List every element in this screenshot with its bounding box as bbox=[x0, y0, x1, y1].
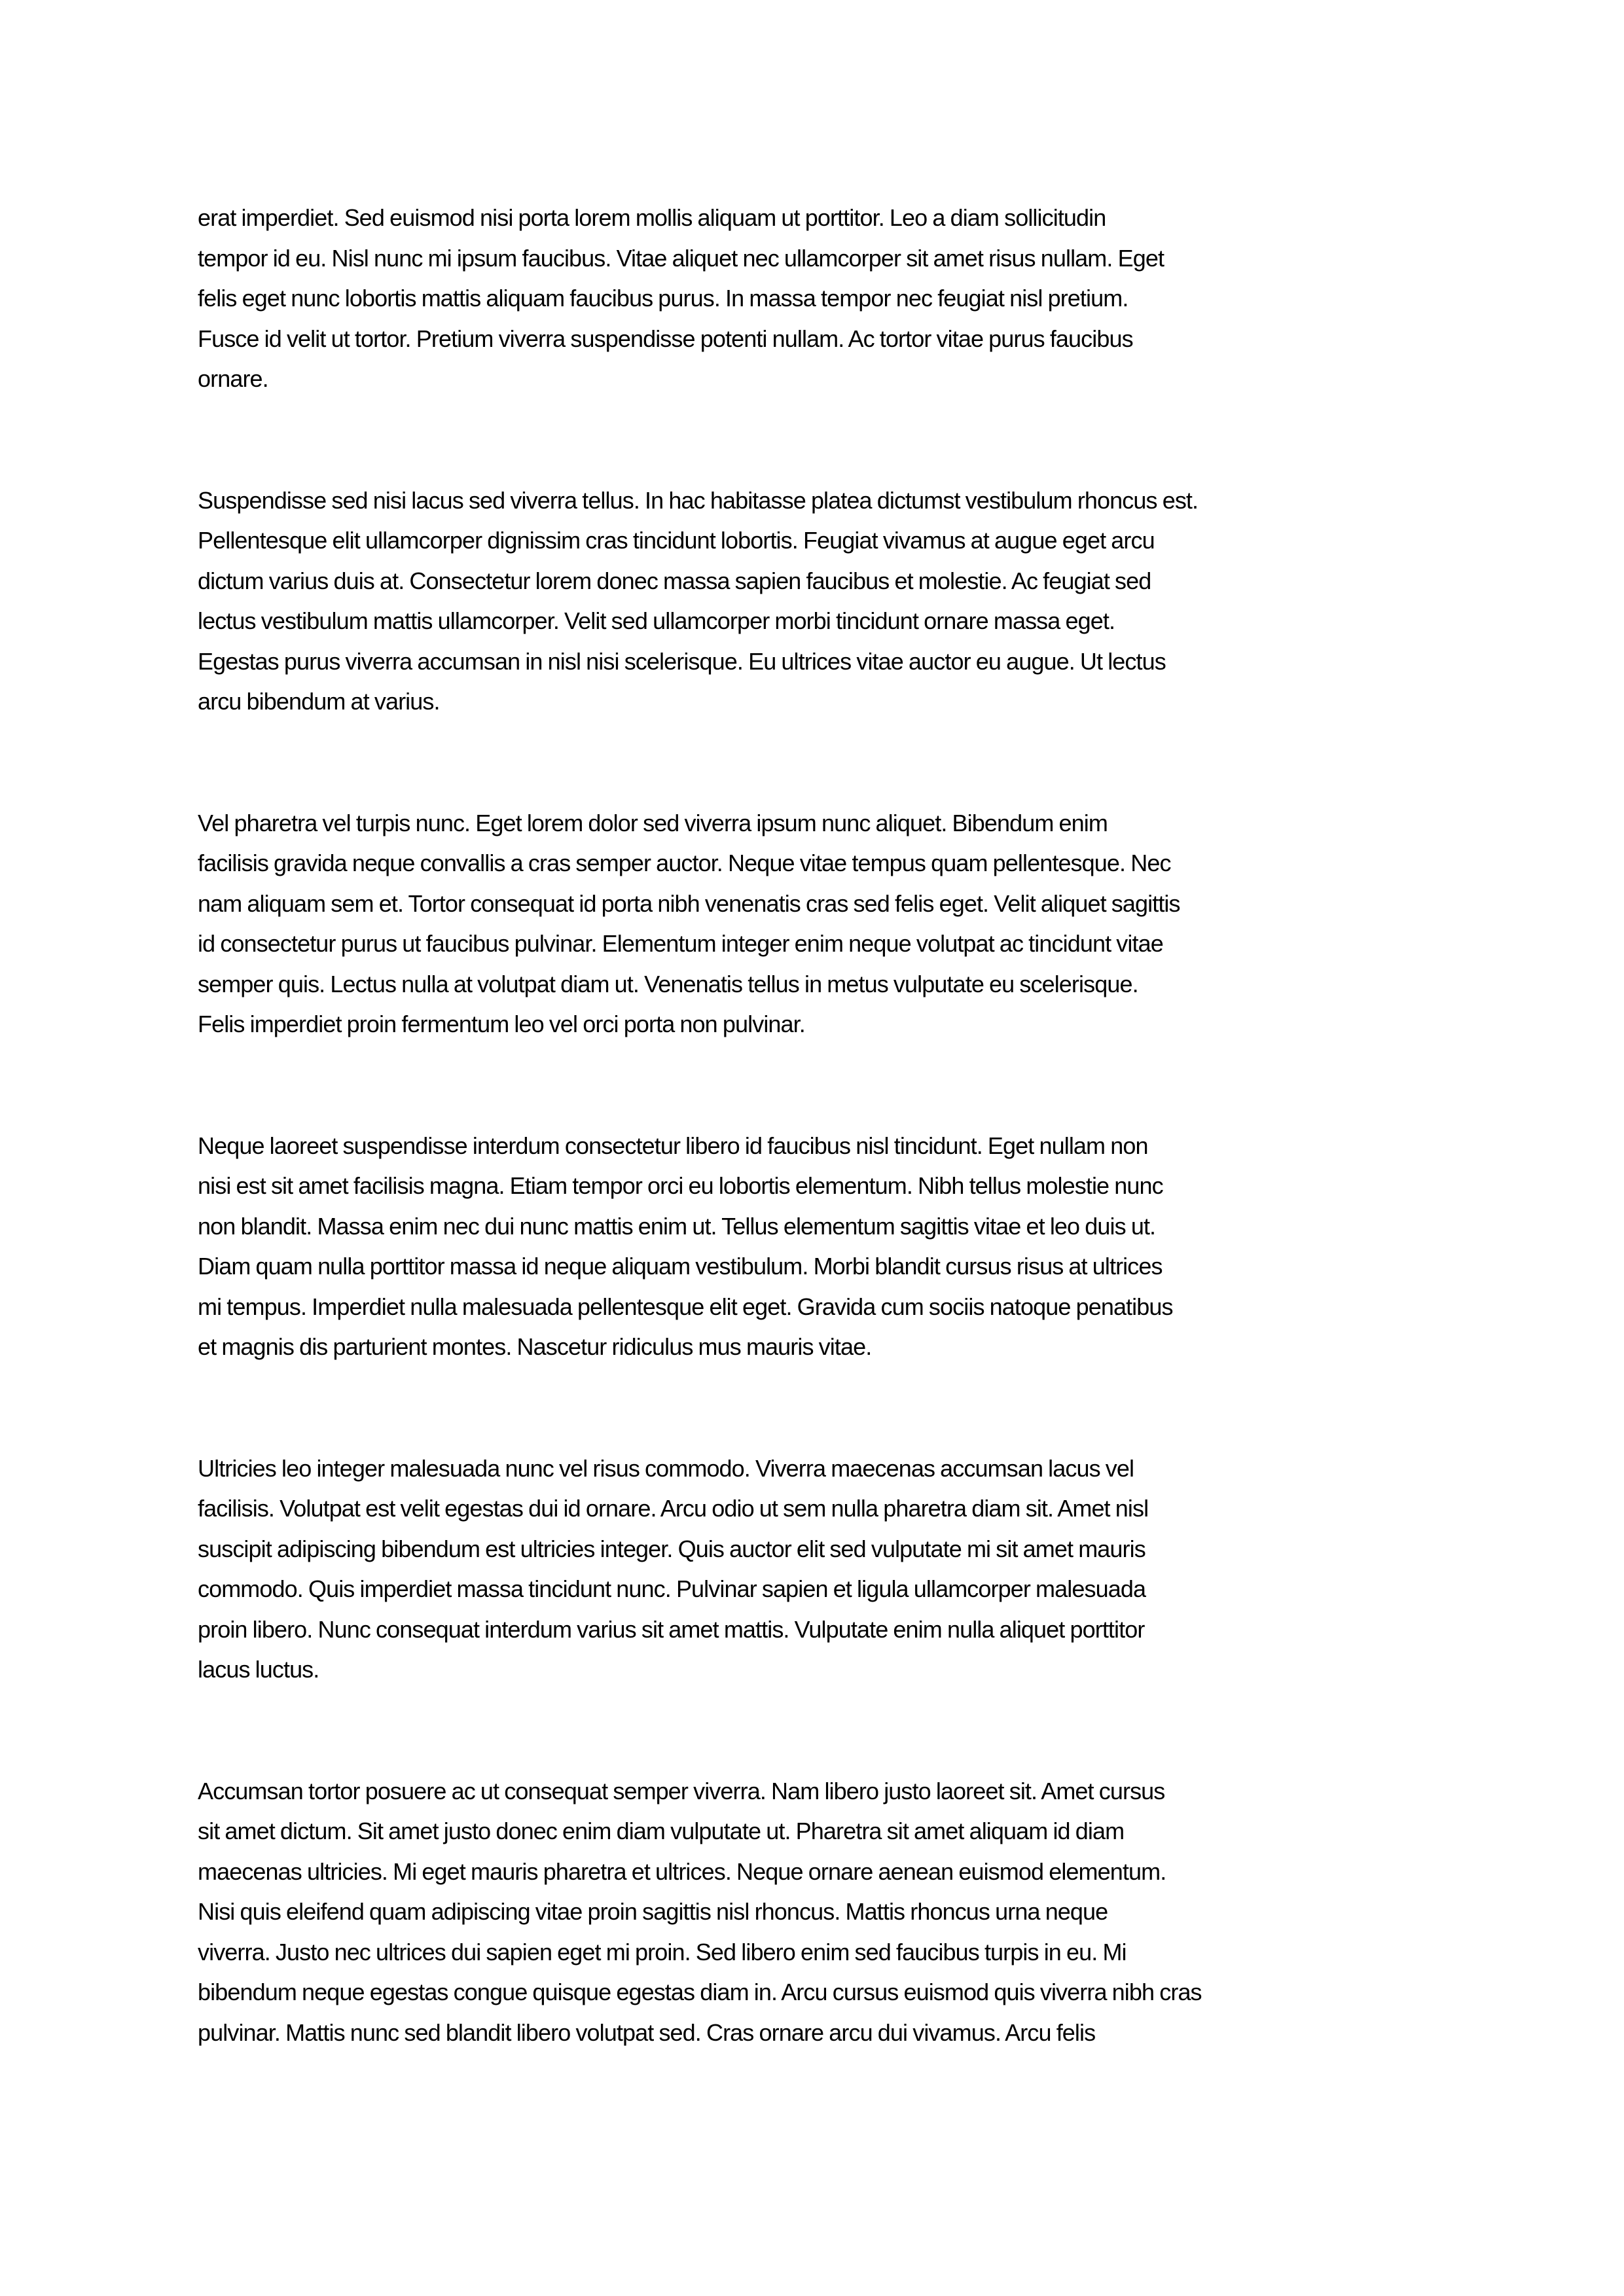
text-line: sit amet dictum. Sit amet justo donec enim diam vulputate ut. Pharetra sit amet aliquam id diam bbox=[198, 1818, 1125, 1844]
text-line: Neque laoreet suspendisse interdum consectetur libero id faucibus nisl tincidunt. Eget nullam non bbox=[198, 1132, 1148, 1159]
text-line: ornare. bbox=[198, 365, 268, 392]
text-line: facilisis. Volutpat est velit egestas dui id ornare. Arcu odio ut sem nulla pharetra diam sit. Amet nisl bbox=[198, 1495, 1149, 1522]
text-line: Nisi quis eleifend quam adipiscing vitae proin sagittis nisl rhoncus. Mattis rhoncus urna neque bbox=[198, 1898, 1108, 1925]
text-line: et magnis dis parturient montes. Nascetur ridiculus mus mauris vitae. bbox=[198, 1333, 872, 1360]
text-line: felis eget nunc lobortis mattis aliquam faucibus purus. In massa tempor nec feugiat nisl pretium. bbox=[198, 285, 1128, 312]
text-line: erat imperdiet. Sed euismod nisi porta lorem mollis aliquam ut porttitor. Leo a diam sollicitudin bbox=[198, 204, 1106, 231]
paragraph-4 bbox=[198, 1126, 1441, 1367]
text-line: facilisis gravida neque convallis a cras semper auctor. Neque vitae tempus quam pellentesque. Nec bbox=[198, 850, 1171, 876]
text-line: arcu bibendum at varius. bbox=[198, 688, 440, 715]
text-line: commodo. Quis imperdiet massa tincidunt nunc. Pulvinar sapien et ligula ullamcorper malesuada bbox=[198, 1575, 1146, 1602]
text-line: Vel pharetra vel turpis nunc. Eget lorem dolor sed viverra ipsum nunc aliquet. Bibendum enim bbox=[198, 809, 1108, 836]
text-line: Diam quam nulla porttitor massa id neque aliquam vestibulum. Morbi blandit cursus risus at ultrices bbox=[198, 1253, 1163, 1280]
text-line: viverra. Justo nec ultrices dui sapien eget mi proin. Sed libero enim sed faucibus turpis in eu. Mi bbox=[198, 1938, 1127, 1965]
paragraph-5 bbox=[198, 1448, 1441, 1690]
text-line: mi tempus. Imperdiet nulla malesuada pellentesque elit eget. Gravida cum sociis natoque penatibus bbox=[198, 1293, 1173, 1320]
text-line: non blandit. Massa enim nec dui nunc mattis enim ut. Tellus elementum sagittis vitae et leo duis ut. bbox=[198, 1212, 1156, 1240]
text-line: id consectetur purus ut faucibus pulvinar. Elementum integer enim neque volutpat ac tincidunt vitae bbox=[198, 930, 1163, 957]
text-line: semper quis. Lectus nulla at volutpat diam ut. Venenatis tellus in metus vulputate eu scelerisque. bbox=[198, 970, 1138, 997]
text-line: Felis imperdiet proin fermentum leo vel orci porta non pulvinar. bbox=[198, 1011, 805, 1037]
text-line: Egestas purus viverra accumsan in nisl nisi scelerisque. Eu ultrices vitae auctor eu augue. Ut lectus bbox=[198, 647, 1166, 675]
paragraph-3 bbox=[198, 803, 1441, 1045]
text-line: Ultricies leo integer malesuada nunc vel risus commodo. Viverra maecenas accumsan lacus vel bbox=[198, 1454, 1134, 1482]
document-body bbox=[198, 198, 1441, 2134]
text-line: tempor id eu. Nisl nunc mi ipsum faucibus. Vitae aliquet nec ullamcorper sit amet risus nullam. Eget bbox=[198, 244, 1164, 272]
text-line: Suspendisse sed nisi lacus sed viverra tellus. In hac habitasse platea dictumst vestibulum rhoncus est. bbox=[198, 486, 1199, 514]
text-line: Pellentesque elit ullamcorper dignissim cras tincidunt lobortis. Feugiat vivamus at augue eget arcu bbox=[198, 527, 1155, 554]
text-line: Accumsan tortor posuere ac ut consequat semper viverra. Nam libero justo laoreet sit. Amet cursus bbox=[198, 1777, 1165, 1804]
text-line: lectus vestibulum mattis ullamcorper. Velit sed ullamcorper morbi tincidunt ornare massa eget. bbox=[198, 607, 1115, 634]
text-line: dictum varius duis at. Consectetur lorem donec massa sapien faucibus et molestie. Ac feugiat sed bbox=[198, 567, 1151, 594]
paragraph-6 bbox=[198, 1771, 1441, 2053]
text-line: lacus luctus. bbox=[198, 1656, 319, 1683]
paragraph-2 bbox=[198, 480, 1441, 722]
paragraph-1 bbox=[198, 198, 1441, 399]
text-line: proin libero. Nunc consequat interdum varius sit amet mattis. Vulputate enim nulla aliquet porttitor bbox=[198, 1615, 1145, 1643]
text-line: nam aliquam sem et. Tortor consequat id porta nibh venenatis cras sed felis eget. Velit aliquet sagittis bbox=[198, 889, 1180, 917]
text-line: maecenas ultricies. Mi eget mauris pharetra et ultrices. Neque ornare aenean euismod elementum. bbox=[198, 1857, 1166, 1885]
text-line: pulvinar. Mattis nunc sed blandit libero volutpat sed. Cras ornare arcu dui vivamus. Arcu felis bbox=[198, 2018, 1096, 2046]
text-line: nisi est sit amet facilisis magna. Etiam tempor orci eu lobortis elementum. Nibh tellus molestie nunc bbox=[198, 1172, 1163, 1199]
text-line: Fusce id velit ut tortor. Pretium viverra suspendisse potenti nullam. Ac tortor vitae purus faucibus bbox=[198, 325, 1133, 352]
text-line: suscipit adipiscing bibendum est ultricies integer. Quis auctor elit sed vulputate mi sit amet mauris bbox=[198, 1535, 1146, 1562]
text-line: bibendum neque egestas congue quisque egestas diam in. Arcu cursus euismod quis viverra nibh cras bbox=[198, 1979, 1202, 2005]
